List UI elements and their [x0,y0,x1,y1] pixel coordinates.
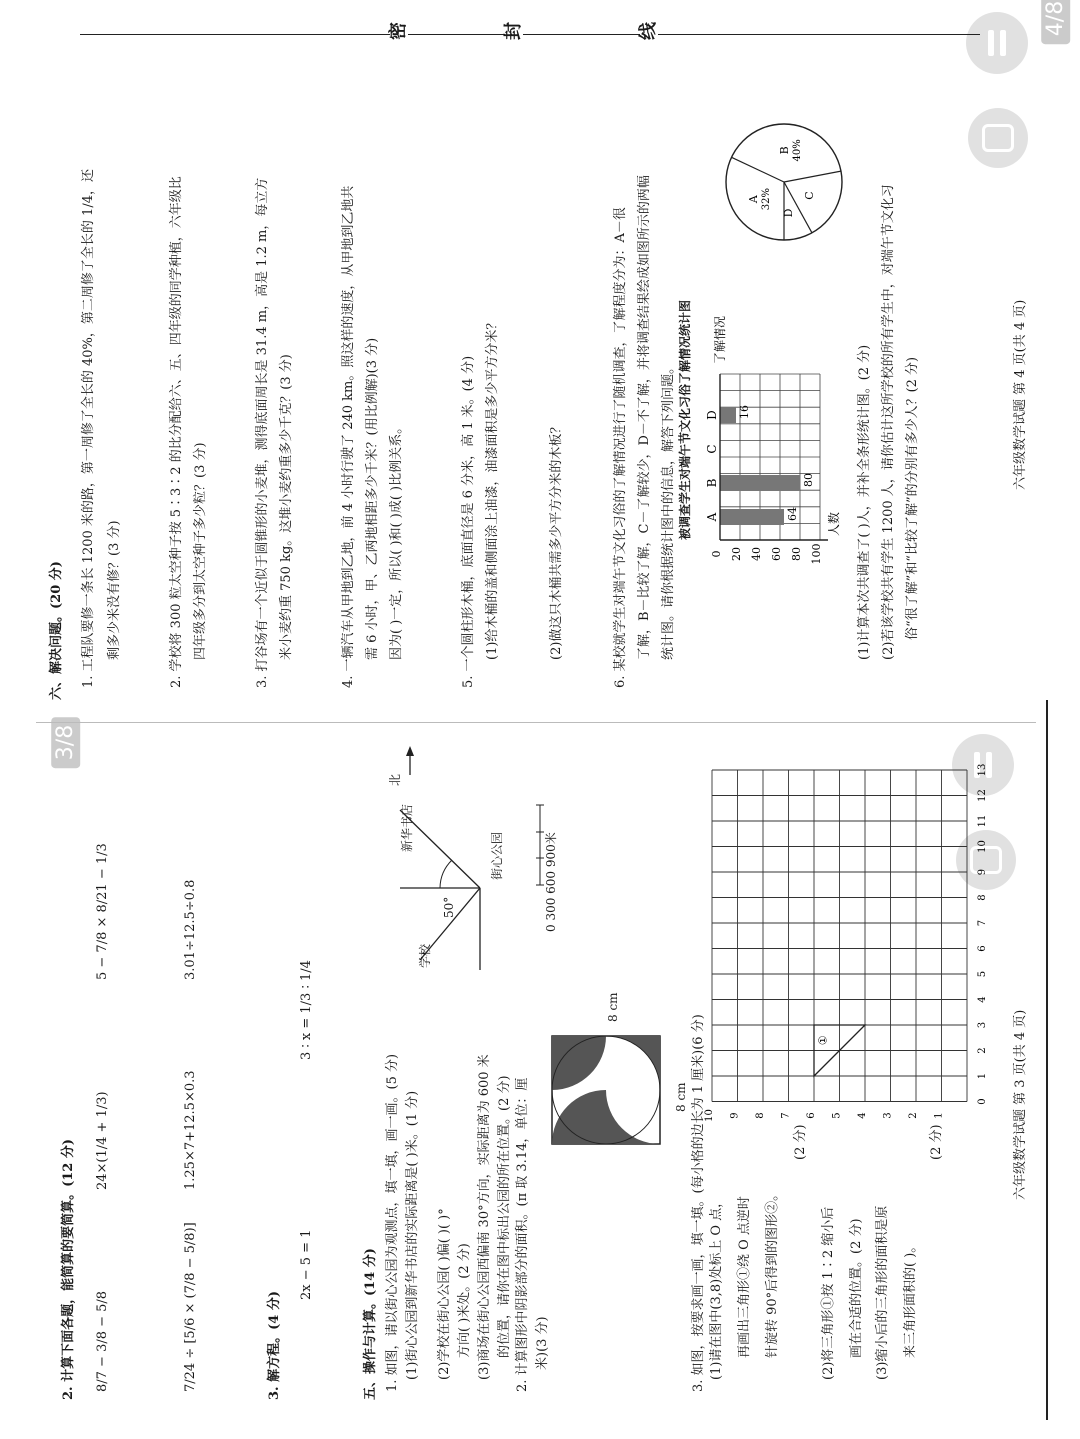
grid-x-label: 1 [977,1072,988,1080]
r-q6-sub2b: 俗“很了解”和“比较了解”的分别有多少人？(2 分) [905,356,920,640]
r-q6-sub2a: (2)若该学校共有学生 1200 人，请你估计这所学校的所有学生中，对端午节文化习 [881,184,896,660]
grid-x-label: 6 [977,945,988,952]
square-side-label: 8 cm [606,992,620,1022]
calc-1: 8/7 − 3/8 − 5/8 [95,1290,110,1392]
r-q6-line1: 6. 某校就学生对端午节文化习俗的了解情况进行了随机调查，了解程度分为：A－很 [613,207,628,688]
page-indicator-left: 3/8 [51,717,80,768]
map-north-label: 北 [388,773,402,786]
seal-char-2: 封 [505,18,523,44]
s5-q3-2a: (2)将三角形①按 1∶2 缩小后 [821,1206,836,1380]
bar-data-label: 64 [786,507,799,521]
left-page-footer: 六年级数学试题 第 3 页(共 4 页) [1013,1009,1028,1200]
grid-x-label: 7 [977,919,988,927]
s5-q3-3c: (2 分) [929,1124,944,1160]
calc-2: 24×(1/4 + 1/3) [95,1091,110,1190]
seal-char-1: 密 [390,18,408,44]
section-6-title: 六、解决问题。(20 分) [49,561,64,700]
map-xinhua-label: 新华书店 [400,803,414,852]
grid-x-label: 9 [977,868,988,876]
r-q6-line3: 统计图。请你根据统计图中的信息，解答下列问题。 [661,360,676,660]
s5-q3-2b: 画在合适的位置。(2 分) [849,1218,864,1358]
s5-q3-1d: (2 分) [793,1124,808,1160]
calc-4: 7/24 ÷ [5/6 × (7/8 − 5/8)] [183,1222,198,1392]
pie-label: C [802,191,816,200]
s5-q3-3a: (3)缩小后的三角形的面积是原 [875,1205,890,1380]
r-q5-line2: (1)给木桶的盖和侧面涂上油漆，油漆面积是多少平方分米？ [485,316,500,660]
right-edge-line [1046,700,1048,1420]
pie-percent-label: 40% [791,139,803,162]
square-side-label-2: 8 cm [674,1082,688,1112]
triangle-1-label: ① [816,1035,830,1046]
bar-data-label: 16 [738,405,751,419]
bar-chart [690,315,850,565]
grid-y-label: 8 [755,1112,766,1119]
r-q1-line1: 1. 工程队要修一条长 1200 米的路，第一周修了全长的 40%，第二周修了全长的 1/4，还 [81,169,96,688]
r-q6-line2: 了解，B－比较了解，C－了解较少，D－不了解，并将调查结果绘成如图所示的两幅 [637,175,652,660]
grid-y-label: 4 [857,1112,868,1119]
seal-line [80,34,980,35]
page-divider [36,722,1036,723]
calc-6: 3.01÷12.5÷0.8 [183,879,198,980]
screenshot-button-top[interactable] [968,108,1028,168]
pause-button-top[interactable] [966,12,1028,74]
s5-q3-1b: 再画出三角形①绕 O 点逆时 [737,1196,752,1358]
map-angle-label: 50° [442,896,456,918]
r-q4-line3: 因为( )一定，所以( )和( )成( )比例关系。 [389,420,404,660]
x-tick-label: D [705,410,719,420]
r-q4-line2: 需 6 小时，甲、乙两地相距多少千米？(用比例解)(3 分) [365,337,380,660]
chart-title: 被调查学生对端午节文化习俗了解情况统计图 [678,299,692,540]
bar-A [720,509,784,525]
map-school-label: 学校 [418,943,432,968]
s5-q2b: 米)(3 分) [535,1316,550,1370]
grid-x-label: 12 [977,789,988,802]
eq-2: 3 ∶ x = 1/3 ∶ 1/4 [299,960,314,1060]
coordinate-grid [704,763,988,1122]
bar-data-label: 80 [802,473,815,487]
grid-y-label: 6 [806,1112,817,1119]
grid-x-label: 3 [977,1021,988,1029]
grid-y-label: 3 [882,1112,894,1119]
grid-x-label: 5 [977,970,988,978]
x-tick-label: C [705,444,719,454]
map-park-label: 街心公园 [490,831,504,880]
r-q1-line2: 剩多少米没有修？(3 分) [107,520,122,660]
y-tick-label: 60 [770,547,783,561]
x-axis-label: 了解情况 [713,315,727,364]
grid-x-label: 4 [977,996,988,1003]
s5-q1-3b: 的位置，请你在图中标出公园的所在位置。(2 分) [497,1075,512,1358]
s5-q3: 3. 如图，按要求画一画，填一填。(每小格的边长为 1 厘米)(6 分) [691,1014,706,1392]
eq-1: 2x − 5 = 1 [299,1229,314,1300]
pie-label: B [777,146,791,155]
pie-label: D [781,208,795,218]
s5-q1-2a: (2)学校在街心公园( )偏( )( )° [437,1208,452,1380]
grid-y-label: 10 [704,1109,715,1122]
shaded-square-figure [552,1036,662,1146]
r-q6-sub1: (1)计算本次共调查了( )人，并补全条形统计图。(2 分) [857,344,872,660]
grid-x-label: 13 [977,763,988,777]
y-tick-label: 40 [750,547,763,561]
right-page-footer: 六年级数学试题 第 4 页(共 4 页) [1013,299,1028,490]
l-q3-title: 3. 解方程。(4 分) [267,1291,282,1400]
grid-y-label: 7 [780,1112,792,1119]
bar-B [720,475,800,491]
r-q2-line1: 2. 学校将 300 粒太空种子按 5∶3∶2 的比分配给六、五、四年级的同学种植，六年级比 [169,176,184,688]
calc-5: 1.25×7+12.5×0.3 [183,1070,198,1190]
seal-char-3: 线 [640,18,658,44]
x-tick-label: B [705,478,719,488]
y-tick-label: 0 [710,550,723,558]
s5-q1: 1. 如图，请以街心公园为观测点，填一填，画一画。(5 分) [385,1053,400,1392]
bar-D [720,407,736,423]
s5-q1-3a: (3)商场在街心公园西偏南 30°方向，实际距离为 600 米 [477,1054,492,1380]
s5-q1-2b: 方向( )米处。(2 分) [457,1243,472,1358]
r-q3-line1: 3. 打谷场有一个近似于圆锥形的小麦堆，测得底面周长是 31.4 m，高是 1.2 m，每立方 [255,177,270,688]
s5-q3-1a: (1)请在图中(3,8)处标上 O 点， [709,1194,724,1380]
grid-y-label: 9 [729,1112,741,1119]
x-tick-label: A [705,512,719,522]
grid-y-label: 1 [933,1112,945,1119]
pie-percent-label: 32% [761,187,773,211]
grid-x-label: 0 [977,1098,988,1105]
grid-x-label: 10 [977,840,988,853]
section-5-title: 五、操作与计算。(14 分) [363,1248,378,1400]
camera-icon [982,124,1014,152]
grid-x-label: 11 [977,814,988,828]
grid-x-label: 8 [977,894,988,901]
r-q3-line2: 米小麦约重 750 kg。这堆小麦约重多少千克？(3 分) [279,354,294,660]
y-axis-label: 人数 [827,511,841,536]
y-tick-label: 80 [790,547,803,561]
y-tick-label: 100 [810,543,823,565]
s5-q2a: 2. 计算图形中阴影部分的面积。(π 取 3.14，单位：厘 [515,1077,530,1392]
s5-q3-1c: 针旋转 90°后得到的图形②。 [765,1187,780,1358]
calc-3: 5 − 7/8 × 8/21 − 1/3 [95,843,110,980]
r-q5-line3: (2)做这只木桶共需多少平方分米的木板？ [549,420,564,660]
page-indicator-right: 4/8 [1041,0,1070,44]
l-q2-title: 2. 计算下面各题，能简算的要简算。(12 分) [61,1138,76,1400]
pie-chart [724,122,844,242]
map-scale-label: 0 300 600 900米 [544,832,558,932]
s5-q3-3b: 来三角形面积的( )。 [903,1239,918,1358]
pie-label: A [747,195,761,204]
grid-x-label: 2 [977,1047,988,1054]
grid-y-label: 5 [831,1112,843,1119]
r-q2-line2: 四年级多分到太空种子多少粒？(3 分) [193,442,208,660]
r-q5-line1: 5. 一个圆柱形木桶，底面直径是 6 分米，高 1 米。(4 分) [461,355,476,688]
s5-q1-1: (1)街心公园到新华书店的实际距离是( )米。(1 分) [405,1090,420,1380]
y-tick-label: 20 [730,547,743,561]
grid-y-label: 2 [908,1112,919,1119]
r-q4-line1: 4. 一辆汽车从甲地到乙地，前 4 小时行驶了 240 km。照这样的速度，从甲地到乙地共 [341,185,356,688]
